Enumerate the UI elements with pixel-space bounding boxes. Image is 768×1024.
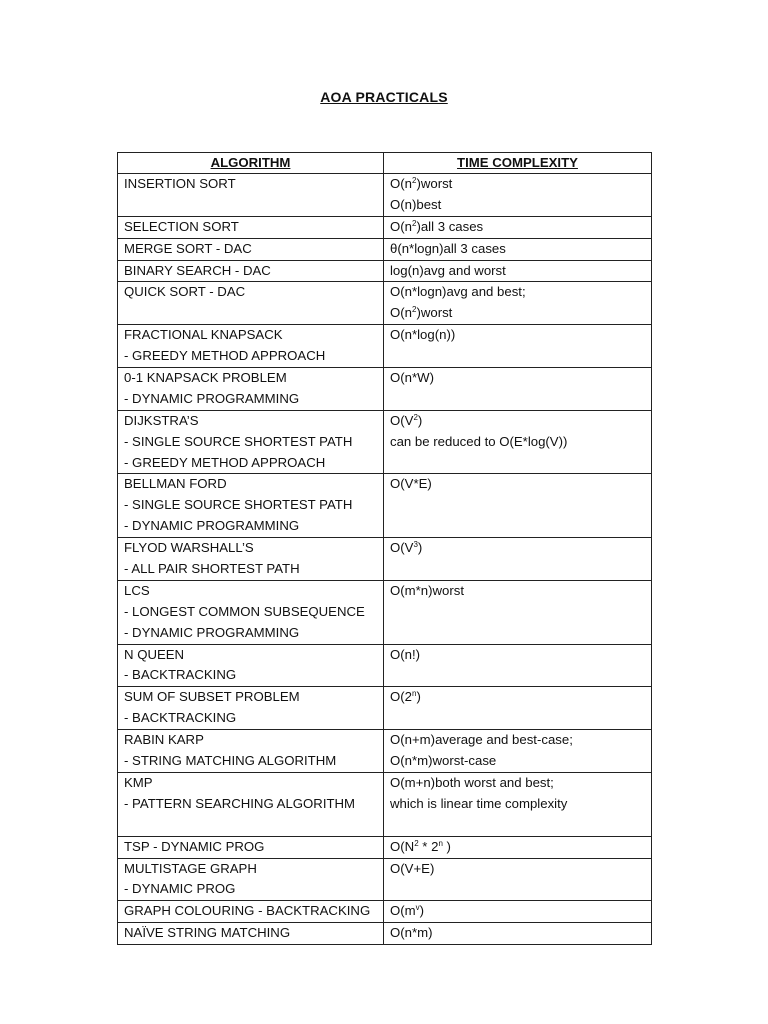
algorithm-line: - GREEDY METHOD APPROACH <box>124 454 326 470</box>
algorithm-line: GRAPH COLOURING - BACKTRACKING <box>124 903 371 919</box>
algorithm-cell <box>118 538 384 581</box>
header-time-complexity: TIME COMPLEXITY <box>384 153 652 174</box>
complexity-text: O(2 <box>390 689 412 705</box>
table-row <box>118 238 652 260</box>
algorithm-line: INSERTION SORT <box>124 176 236 191</box>
complexity-text: O(V+E) <box>390 860 435 876</box>
table-row <box>118 858 652 901</box>
complexity-text: can be reduced to O(E*log(V)) <box>390 433 568 449</box>
algorithm-cell <box>118 238 384 260</box>
complexity-line <box>390 837 645 858</box>
algorithm-line: RABIN KARP <box>124 732 204 748</box>
algorithm-line: - SINGLE SOURCE SHORTEST PATH <box>124 497 353 513</box>
complexity-line <box>390 174 645 195</box>
complexity-text: ) <box>416 176 421 191</box>
table-header-row <box>118 153 652 174</box>
table-row <box>118 325 652 368</box>
complexity-line <box>390 474 645 495</box>
algorithm-complexity-table <box>117 152 652 945</box>
complexity-text: O(n*m) <box>390 753 433 769</box>
algorithm-line: 0-1 KNAPSACK PROBLEM <box>124 370 287 386</box>
complexity-text: average and best-case; <box>435 732 573 748</box>
complexity-cell <box>384 730 652 773</box>
complexity-text: best <box>416 196 442 212</box>
complexity-line <box>390 751 645 772</box>
complexity-text: worst-case <box>432 753 497 769</box>
complexity-cell <box>384 474 652 538</box>
algorithm-line: BINARY SEARCH - DAC <box>124 262 271 278</box>
table-row <box>118 772 652 836</box>
algorithm-line: SELECTION SORT <box>124 218 239 234</box>
complexity-cell <box>384 923 652 945</box>
complexity-text: O(m*n) <box>390 582 433 598</box>
complexity-text: both worst and best; <box>435 774 554 790</box>
complexity-cell <box>384 538 652 581</box>
complexity-line <box>390 195 645 216</box>
superscript-exponent: 3 <box>413 540 418 550</box>
complexity-line <box>390 730 645 751</box>
complexity-cell <box>384 772 652 836</box>
table-row <box>118 174 652 217</box>
table-row <box>118 901 652 923</box>
complexity-text: log(n) <box>390 262 424 278</box>
complexity-text: O(n*log(n)) <box>390 327 456 343</box>
table-row <box>118 410 652 474</box>
algorithm-cell <box>118 923 384 945</box>
algorithm-line <box>124 815 377 836</box>
algorithm-line: - LONGEST COMMON SUBSEQUENCE <box>124 603 365 619</box>
algorithm-line: TSP - DYNAMIC PROG <box>124 838 265 854</box>
algorithm-cell <box>118 282 384 325</box>
superscript-exponent: 2 <box>413 412 418 422</box>
superscript-exponent: 2 <box>414 838 419 848</box>
algorithm-line: - DYNAMIC PROG <box>124 881 236 897</box>
table-row <box>118 580 652 644</box>
superscript-exponent: 2 <box>411 218 417 228</box>
complexity-line <box>390 411 645 432</box>
table-row <box>118 730 652 773</box>
superscript-exponent: n <box>411 689 417 699</box>
complexity-text: O(n) <box>390 196 417 212</box>
complexity-text: ) <box>417 540 423 556</box>
algorithm-cell <box>118 325 384 368</box>
algorithm-line: QUICK SORT - DAC <box>124 284 246 300</box>
algorithm-cell <box>118 174 384 217</box>
algorithm-cell <box>118 260 384 282</box>
complexity-cell <box>384 174 652 217</box>
algorithm-cell <box>118 687 384 730</box>
header-algorithm: ALGORITHM <box>118 153 384 174</box>
superscript-exponent: 2 <box>411 305 417 315</box>
algorithm-cell <box>118 730 384 773</box>
complexity-text: O(n+m) <box>390 732 436 748</box>
complexity-text: ) <box>416 305 421 321</box>
algorithm-line: - DYNAMIC PROGRAMMING <box>124 390 300 406</box>
complexity-text: avg and best; <box>446 284 526 300</box>
algorithm-line: SUM OF SUBSET PROBLEM <box>124 689 300 705</box>
algorithm-cell <box>118 858 384 901</box>
algorithm-cell <box>118 368 384 411</box>
algorithm-line: BELLMAN FORD <box>124 476 227 492</box>
complexity-text: all 3 cases <box>420 218 484 234</box>
table-row <box>118 836 652 858</box>
complexity-text: O(N <box>390 838 415 854</box>
complexity-cell <box>384 325 652 368</box>
table-row <box>118 474 652 538</box>
complexity-cell <box>384 644 652 687</box>
complexity-cell <box>384 282 652 325</box>
page-title: AOA PRACTICALS <box>320 89 448 105</box>
algorithm-line: - GREEDY METHOD APPROACH <box>124 348 326 364</box>
algorithm-line: - DYNAMIC PROGRAMMING <box>124 624 300 640</box>
complexity-cell <box>384 858 652 901</box>
complexity-cell <box>384 580 652 644</box>
algorithm-cell <box>118 580 384 644</box>
complexity-text: which is linear time complexity <box>390 795 568 811</box>
complexity-cell <box>384 687 652 730</box>
complexity-line <box>390 538 645 559</box>
complexity-text: avg and worst <box>423 262 506 278</box>
algorithm-line: N QUEEN <box>124 646 185 662</box>
algorithm-line: KMP <box>124 774 153 790</box>
table-row <box>118 644 652 687</box>
complexity-cell <box>384 216 652 238</box>
complexity-line <box>390 432 645 453</box>
algorithm-cell <box>118 772 384 836</box>
complexity-line <box>390 794 645 815</box>
complexity-line <box>390 368 645 389</box>
complexity-line <box>390 859 645 880</box>
complexity-line <box>390 282 645 303</box>
algorithm-line: FRACTIONAL KNAPSACK <box>124 327 283 343</box>
superscript-exponent: v <box>415 903 420 913</box>
complexity-line <box>390 687 645 708</box>
table-row <box>118 538 652 581</box>
complexity-cell <box>384 901 652 923</box>
complexity-text: O(n <box>390 305 412 321</box>
complexity-cell <box>384 836 652 858</box>
complexity-text: worst <box>420 305 453 321</box>
table-row <box>118 260 652 282</box>
complexity-text: O(n*logn) <box>390 284 447 300</box>
algorithm-line: - STRING MATCHING ALGORITHM <box>124 753 337 769</box>
complexity-text: O(n!) <box>390 646 421 662</box>
algorithm-cell <box>118 410 384 474</box>
complexity-text: * 2 <box>418 838 439 854</box>
complexity-text: O(n <box>390 218 412 234</box>
algorithm-cell <box>118 474 384 538</box>
table-row <box>118 923 652 945</box>
superscript-exponent: 2 <box>411 176 417 185</box>
complexity-text: θ(n*logn) <box>390 240 444 256</box>
complexity-text: O(V <box>390 540 414 556</box>
complexity-line <box>390 923 645 944</box>
algorithm-line: - PATTERN SEARCHING ALGORITHM <box>124 795 356 811</box>
table-row <box>118 216 652 238</box>
algorithm-line: - ALL PAIR SHORTEST PATH <box>124 561 300 577</box>
complexity-text: O(V*E) <box>390 476 432 492</box>
algorithm-cell <box>118 836 384 858</box>
complexity-text: O(m+n) <box>390 774 436 790</box>
complexity-text: O(n <box>390 176 412 191</box>
algorithm-line: MERGE SORT - DAC <box>124 240 252 256</box>
algorithm-line: LCS <box>124 582 150 598</box>
complexity-line <box>390 325 645 346</box>
complexity-text: ) <box>442 838 451 854</box>
table-body <box>118 174 652 945</box>
complexity-cell <box>384 260 652 282</box>
complexity-cell <box>384 238 652 260</box>
algorithm-line: - BACKTRACKING <box>124 710 237 726</box>
complexity-text: O(V <box>390 412 414 428</box>
superscript-exponent: n <box>438 838 443 848</box>
algorithm-cell <box>118 644 384 687</box>
complexity-text: ) <box>416 218 421 234</box>
complexity-cell <box>384 410 652 474</box>
complexity-text: O(n*m) <box>390 925 433 941</box>
algorithm-line: FLYOD WARSHALL’S <box>124 540 254 556</box>
complexity-line <box>390 261 645 282</box>
complexity-line <box>390 581 645 602</box>
complexity-text: O(n*W) <box>390 370 434 386</box>
complexity-cell <box>384 368 652 411</box>
complexity-text: ) <box>419 903 425 919</box>
algorithm-line: - DYNAMIC PROGRAMMING <box>124 518 300 534</box>
complexity-text: worst <box>432 582 465 598</box>
algorithm-line: NAÏVE STRING MATCHING <box>124 925 291 941</box>
complexity-line <box>390 773 645 794</box>
algorithm-line: MULTISTAGE GRAPH <box>124 860 257 876</box>
table-row <box>118 368 652 411</box>
algorithm-cell <box>118 216 384 238</box>
complexity-text: worst <box>420 176 453 191</box>
complexity-text: O(m <box>390 903 416 919</box>
algorithm-cell <box>118 901 384 923</box>
algorithm-line: DIJKSTRA’S <box>124 412 199 428</box>
algorithm-line: - BACKTRACKING <box>124 667 237 683</box>
complexity-line <box>390 303 645 324</box>
complexity-line <box>390 239 645 260</box>
algorithm-line: - SINGLE SOURCE SHORTEST PATH <box>124 433 353 449</box>
complexity-text: all 3 cases <box>443 240 506 256</box>
table-row <box>118 687 652 730</box>
complexity-text: ) <box>417 412 423 428</box>
complexity-text: ) <box>416 689 421 705</box>
complexity-line <box>390 645 645 666</box>
table-row <box>118 282 652 325</box>
complexity-line <box>390 217 645 238</box>
complexity-line <box>390 901 645 922</box>
